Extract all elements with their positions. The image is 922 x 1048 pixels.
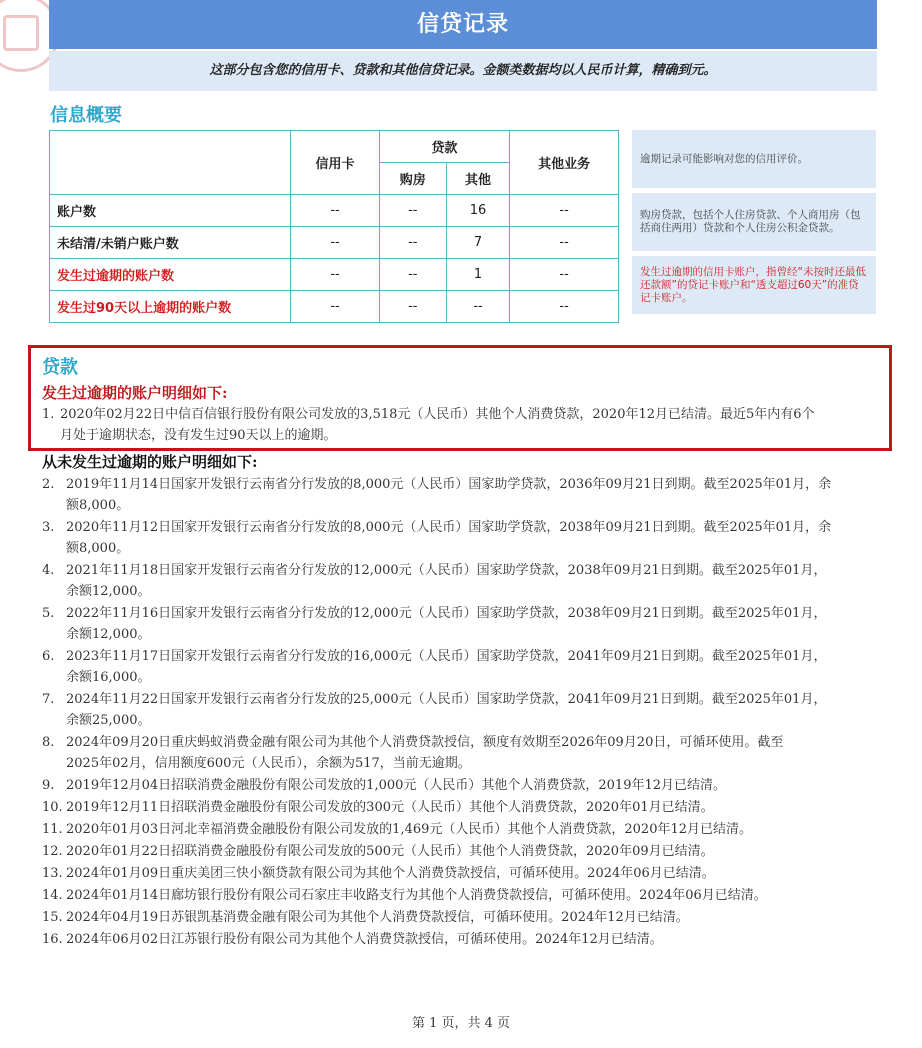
item-text: 2019年12月04日招联消费金融股份有限公司发放的1,000元（人民币）其他个人消费贷款，2019年12月已结清。 bbox=[66, 778, 727, 793]
note-housing-loan: 购房贷款，包括个人住房贷款、个人商用房（包括商住两用）贷款和个人住房公积金贷款。 bbox=[632, 193, 876, 251]
item-number: 14. bbox=[42, 888, 63, 903]
cell: -- bbox=[291, 291, 379, 323]
item-number: 2. bbox=[42, 477, 55, 492]
section-description: 这部分包含您的信用卡、贷款和其他信贷记录。金额类数据均以人民币计算，精确到元。 bbox=[49, 51, 877, 91]
cell: -- bbox=[291, 259, 379, 291]
cell: -- bbox=[291, 195, 379, 227]
list-item bbox=[42, 404, 880, 446]
item-text: 2020年01月22日招联消费金融股份有限公司发放的500元（人民币）其他个人消费贷款，2020年09月已结清。 bbox=[66, 844, 714, 859]
list-item bbox=[42, 797, 880, 818]
list-item bbox=[42, 841, 880, 862]
col-credit-card: 信用卡 bbox=[291, 131, 379, 195]
item-text: 额8,000。 bbox=[66, 541, 130, 556]
list-item bbox=[42, 819, 880, 840]
table-row bbox=[50, 195, 619, 227]
item-text: 2024年01月14日廊坊银行股份有限公司石家庄丰收路支行为其他个人消费贷款授信，可循环使用。2024年06月已结清。 bbox=[66, 888, 767, 903]
item-text: 2019年11月14日国家开发银行云南省分行发放的8,000元（人民币）国家助学贷款，2036年09月21日到期。截至2025年01月，余 bbox=[66, 477, 832, 492]
item-number: 1. bbox=[42, 407, 55, 422]
table-row bbox=[50, 291, 619, 323]
note-overdue-impact: 逾期记录可能影响对您的信用评价。 bbox=[632, 130, 876, 188]
overview-title: 信息概要 bbox=[50, 105, 122, 126]
item-number: 3. bbox=[42, 520, 55, 535]
item-text: 2024年06月02日江苏银行股份有限公司为其他个人消费贷款授信，可循环使用。2024年12月已结清。 bbox=[66, 932, 663, 947]
cell: -- bbox=[510, 291, 619, 323]
item-number: 6. bbox=[42, 649, 55, 664]
cell: -- bbox=[291, 227, 379, 259]
item-text: 余额12,000。 bbox=[66, 627, 151, 642]
cell: 16 bbox=[446, 195, 509, 227]
item-text: 2020年11月12日国家开发银行云南省分行发放的8,000元（人民币）国家助学贷款，2038年09月21日到期。截至2025年01月，余 bbox=[66, 520, 832, 535]
row-label: 账户数 bbox=[50, 195, 291, 227]
cell: -- bbox=[510, 259, 619, 291]
item-text: 余额12,000。 bbox=[66, 584, 151, 599]
item-text: 月处于逾期状态，没有发生过90天以上的逾期。 bbox=[60, 428, 337, 443]
loans-title: 贷款 bbox=[42, 357, 78, 378]
item-text: 2020年02月22日中信百信银行股份有限公司发放的3,518元（人民币）其他个人消费贷款，2020年12月已结清。最近5年内有6个 bbox=[60, 407, 815, 422]
col-housing: 购房 bbox=[379, 163, 446, 195]
item-text: 2022年11月16日国家开发银行云南省分行发放的12,000元（人民币）国家助学贷款，2038年09月21日到期。截至2025年01月， bbox=[66, 606, 827, 621]
item-number: 4. bbox=[42, 563, 55, 578]
table-row bbox=[50, 227, 619, 259]
list-item bbox=[42, 646, 880, 688]
item-number: 11. bbox=[42, 822, 63, 837]
note-overdue-card: 发生过逾期的信用卡账户，指曾经“未按时还最低还款额”的贷记卡账户和“透支超过60天”的准贷记卡账户。 bbox=[632, 256, 876, 314]
cell: -- bbox=[510, 195, 619, 227]
cell: -- bbox=[446, 291, 509, 323]
item-text: 2020年01月03日河北幸福消费金融股份有限公司发放的1,469元（人民币）其他个人消费贷款，2020年12月已结清。 bbox=[66, 822, 753, 837]
item-number: 10. bbox=[42, 800, 63, 815]
table-row bbox=[50, 259, 619, 291]
list-item bbox=[42, 907, 880, 928]
item-number: 16. bbox=[42, 932, 63, 947]
list-item bbox=[42, 474, 880, 516]
item-number: 5. bbox=[42, 606, 55, 621]
cell: -- bbox=[379, 195, 446, 227]
list-item bbox=[42, 689, 880, 731]
item-text: 2024年09月20日重庆蚂蚁消费金融有限公司为其他个人消费贷款授信，额度有效期至2026年09月20日，可循环使用。截至 bbox=[66, 735, 784, 750]
list-item bbox=[42, 885, 880, 906]
cell: -- bbox=[379, 259, 446, 291]
cell: -- bbox=[510, 227, 619, 259]
overview-table bbox=[49, 130, 619, 323]
page-title: 信贷记录 bbox=[49, 0, 877, 49]
list-item bbox=[42, 560, 880, 602]
cell: 1 bbox=[446, 259, 509, 291]
col-other-business: 其他业务 bbox=[510, 131, 619, 195]
item-text: 2021年11月18日国家开发银行云南省分行发放的12,000元（人民币）国家助学贷款，2038年09月21日到期。截至2025年01月， bbox=[66, 563, 827, 578]
row-label: 发生过90天以上逾期的账户数 bbox=[50, 291, 291, 323]
list-item bbox=[42, 863, 880, 884]
item-text: 2024年04月19日苏银凯基消费金融有限公司为其他个人消费贷款授信，可循环使用。2024年12月已结清。 bbox=[66, 910, 689, 925]
item-text: 余额16,000。 bbox=[66, 670, 151, 685]
cell: -- bbox=[379, 291, 446, 323]
list-item bbox=[42, 929, 880, 950]
normal-heading: 从未发生过逾期的账户明细如下: bbox=[42, 453, 258, 471]
row-label: 发生过逾期的账户数 bbox=[50, 259, 291, 291]
row-label: 未结清/未销户账户数 bbox=[50, 227, 291, 259]
item-text: 额8,000。 bbox=[66, 498, 130, 513]
item-text: 2024年01月09日重庆美团三快小额贷款有限公司为其他个人消费贷款授信，可循环使用。2024年06月已结清。 bbox=[66, 866, 715, 881]
item-text: 余额25,000。 bbox=[66, 713, 151, 728]
item-number: 7. bbox=[42, 692, 55, 707]
overdue-heading: 发生过逾期的账户明细如下: bbox=[42, 384, 228, 402]
page-number: 第 1 页，共 4 页 bbox=[411, 1016, 511, 1031]
col-loan: 贷款 bbox=[379, 131, 510, 163]
col-other: 其他 bbox=[446, 163, 509, 195]
item-text: 2025年02月，信用额度600元（人民币），余额为517，当前无逾期。 bbox=[66, 756, 471, 771]
cell: 7 bbox=[446, 227, 509, 259]
item-text: 2024年11月22日国家开发银行云南省分行发放的25,000元（人民币）国家助学贷款，2041年09月21日到期。截至2025年01月， bbox=[66, 692, 827, 707]
item-text: 2019年12月11日招联消费金融股份有限公司发放的300元（人民币）其他个人消费贷款，2020年01月已结清。 bbox=[66, 800, 714, 815]
item-text: 2023年11月17日国家开发银行云南省分行发放的16,000元（人民币）国家助学贷款，2041年09月21日到期。截至2025年01月， bbox=[66, 649, 827, 664]
item-number: 9. bbox=[42, 778, 55, 793]
list-item bbox=[42, 517, 880, 559]
cell: -- bbox=[379, 227, 446, 259]
corner-cell bbox=[50, 131, 291, 195]
item-number: 8. bbox=[42, 735, 55, 750]
list-item bbox=[42, 603, 880, 645]
item-number: 13. bbox=[42, 866, 63, 881]
list-item bbox=[42, 775, 880, 796]
list-item bbox=[42, 732, 880, 774]
item-number: 15. bbox=[42, 910, 63, 925]
item-number: 12. bbox=[42, 844, 63, 859]
